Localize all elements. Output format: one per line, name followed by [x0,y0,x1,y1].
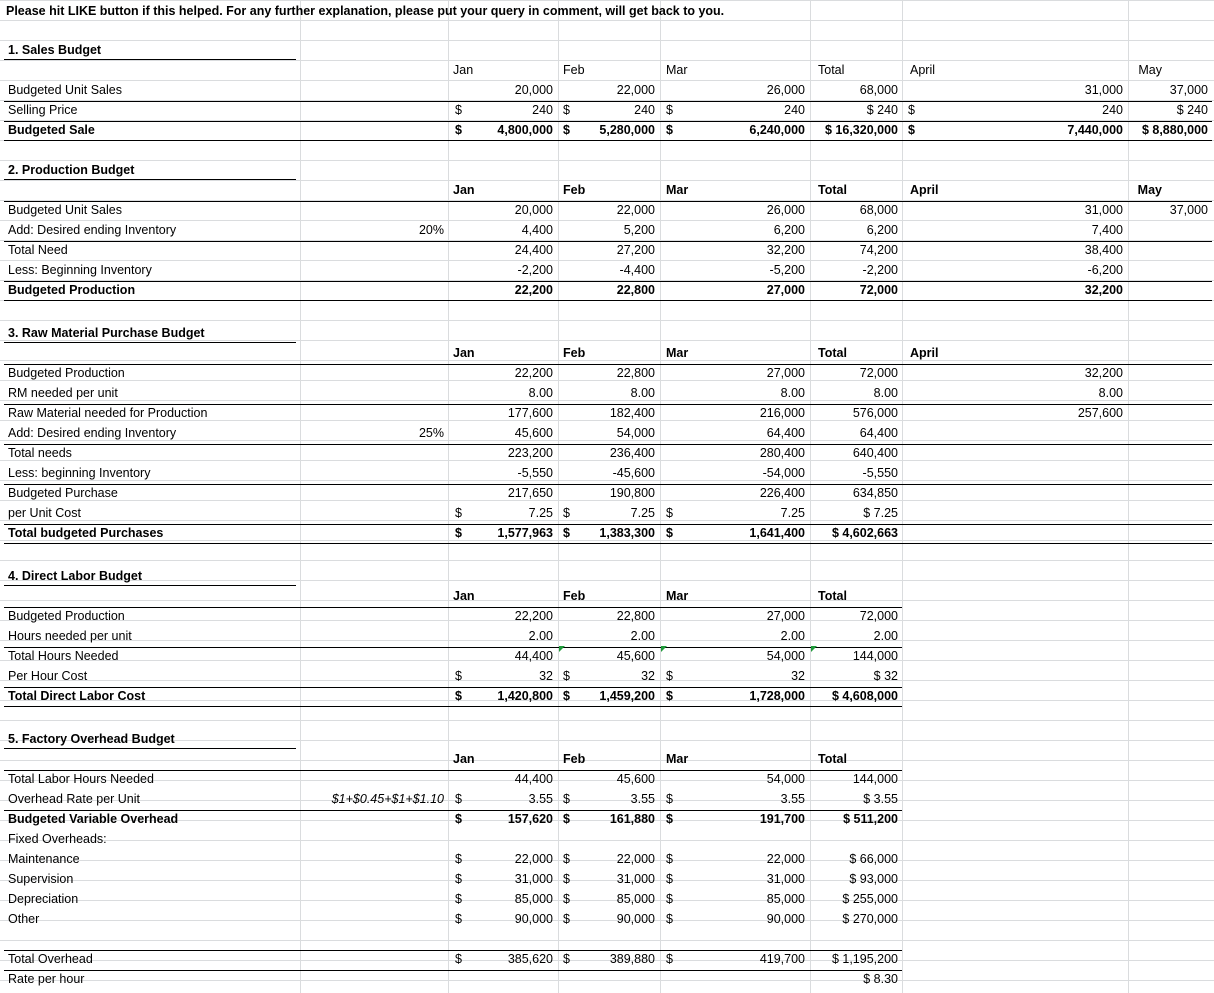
currency-symbol: $ [455,123,462,137]
value-cell[interactable]: 236,400 [609,446,655,460]
value-cell[interactable]: 3.55 [630,792,655,806]
value-cell[interactable]: 32,200 [766,243,805,257]
month-header[interactable]: Jan [453,346,475,360]
value-cell[interactable]: -5,550 [517,466,553,480]
row-label[interactable]: Other [8,912,40,926]
gridline-vertical [902,0,903,993]
value-cell[interactable]: 8.00 [780,386,805,400]
currency-symbol: $ [455,892,462,906]
value-cell[interactable]: 64,400 [766,426,805,440]
value-cell[interactable]: 240 [532,103,553,117]
error-indicator-icon [811,646,817,652]
value-cell[interactable]: 8.00 [528,386,553,400]
value-cell[interactable]: 31,000 [1084,83,1123,97]
month-header[interactable]: Total [818,183,847,197]
month-header[interactable]: Feb [563,183,586,197]
value-cell[interactable]: 27,000 [766,366,805,380]
row-label[interactable]: Total Overhead [8,952,93,966]
value-cell[interactable]: $ 93,000 [849,872,898,886]
value-cell[interactable]: 144,000 [852,772,898,786]
value-cell[interactable]: 240 [1102,103,1123,117]
row-label[interactable]: Budgeted Variable Overhead [8,812,179,826]
currency-symbol: $ [455,506,462,520]
gridline-horizontal [0,560,1214,561]
value-cell[interactable]: $ 240 [1176,103,1208,117]
currency-symbol: $ [908,103,915,117]
row-label[interactable]: per Unit Cost [8,506,81,520]
gridline-horizontal [0,580,1214,581]
title-underline [4,748,296,749]
value-cell[interactable]: -5,200 [769,263,805,277]
row-label[interactable]: Budgeted Production [8,366,125,380]
currency-symbol: $ [666,792,673,806]
currency-symbol: $ [666,812,673,826]
row-label[interactable]: Depreciation [8,892,79,906]
rate-cell[interactable]: 20% [418,223,444,237]
gridline-horizontal [0,740,1214,741]
currency-symbol: $ [563,669,570,683]
value-cell[interactable]: 4,800,000 [497,123,553,137]
value-cell[interactable]: 22,000 [616,852,655,866]
value-cell[interactable]: $ 255,000 [842,892,898,906]
value-cell[interactable]: 68,000 [859,83,898,97]
value-cell[interactable]: 85,000 [514,892,553,906]
month-header[interactable]: Jan [453,183,475,197]
value-cell[interactable]: 1,383,300 [599,526,655,540]
gridline-horizontal [0,940,1214,941]
title-underline [4,585,296,586]
value-cell[interactable]: 144,000 [852,649,898,663]
value-cell[interactable]: -5,550 [862,466,898,480]
header-note[interactable]: Please hit LIKE button if this helped. For any further explanation, please put your query in comment, will get back to you. [6,4,725,18]
value-cell[interactable]: 22,000 [766,852,805,866]
row-label[interactable]: Budgeted Production [8,283,136,297]
value-cell[interactable]: $ 1,195,200 [831,952,898,966]
currency-symbol: $ [563,812,570,826]
currency-symbol: $ [563,792,570,806]
currency-symbol: $ [455,812,462,826]
value-cell[interactable]: 8.00 [873,386,898,400]
row-label[interactable]: Total Need [8,243,68,257]
currency-symbol: $ [666,892,673,906]
currency-symbol: $ [563,506,570,520]
currency-symbol: $ [666,123,673,137]
value-cell[interactable]: 6,240,000 [749,123,805,137]
value-cell[interactable]: 32 [791,669,805,683]
value-cell[interactable]: 26,000 [766,203,805,217]
value-cell[interactable]: $ 8.30 [863,972,898,986]
value-cell[interactable]: 7.25 [630,506,655,520]
row-label[interactable]: Supervision [8,872,74,886]
value-cell[interactable]: 54,000 [766,772,805,786]
gridline-vertical [1128,0,1129,993]
value-cell[interactable]: 6,200 [773,223,805,237]
row-label[interactable]: Overhead Rate per Unit [8,792,141,806]
currency-symbol: $ [455,912,462,926]
value-cell[interactable]: 240 [634,103,655,117]
value-cell[interactable]: -54,000 [762,466,805,480]
currency-symbol: $ [563,123,570,137]
value-cell[interactable]: 27,000 [766,609,805,623]
month-header[interactable]: Total [818,589,847,603]
value-cell[interactable]: 7.25 [780,506,805,520]
value-cell[interactable]: 85,000 [616,892,655,906]
error-indicator-icon [661,646,667,652]
value-cell[interactable]: 22,200 [514,366,553,380]
value-cell[interactable]: 31,000 [766,872,805,886]
row-border [4,140,1212,141]
gridline-horizontal [0,720,1214,721]
rate-cell[interactable]: $1+$0.45+$1+$1.10 [331,792,444,806]
value-cell[interactable]: 217,650 [507,486,553,500]
value-cell[interactable]: 38,400 [1084,243,1123,257]
value-cell[interactable]: 22,000 [616,203,655,217]
month-header[interactable]: Mar [666,589,689,603]
value-cell[interactable]: 161,880 [609,812,655,826]
month-header[interactable]: Jan [453,752,475,766]
row-label[interactable]: Total budgeted Purchases [8,526,164,540]
row-label[interactable]: Rate per hour [8,972,85,986]
value-cell[interactable]: 44,400 [514,772,553,786]
value-cell[interactable]: 634,850 [852,486,898,500]
month-header[interactable]: April [910,346,939,360]
value-cell[interactable]: 32,200 [1084,283,1123,297]
section-title[interactable]: 5. Factory Overhead Budget [8,732,175,746]
value-cell[interactable]: 31,000 [514,872,553,886]
value-cell[interactable]: 7.25 [528,506,553,520]
gridline-horizontal [0,760,1214,761]
value-cell[interactable]: 20,000 [514,83,553,97]
currency-symbol: $ [666,103,673,117]
month-header[interactable]: Jan [453,63,474,77]
row-label[interactable]: Total Hours Needed [8,649,119,663]
row-label[interactable]: Budgeted Production [8,609,125,623]
value-cell[interactable]: 72,000 [859,283,898,297]
gridline-horizontal [0,600,1214,601]
value-cell[interactable]: 90,000 [514,912,553,926]
month-header[interactable]: Total [818,63,845,77]
row-label[interactable]: Raw Material needed for Production [8,406,208,420]
value-cell[interactable]: $ 3.55 [863,792,898,806]
value-cell[interactable]: -2,200 [517,263,553,277]
section-title[interactable]: 4. Direct Labor Budget [8,569,143,583]
month-header[interactable]: Mar [666,183,689,197]
value-cell[interactable]: -2,200 [862,263,898,277]
value-cell[interactable]: 1,420,800 [497,689,553,703]
gridline-horizontal [0,20,1214,21]
value-cell[interactable]: 22,200 [514,609,553,623]
value-cell[interactable]: 20,000 [514,203,553,217]
currency-symbol: $ [455,852,462,866]
value-cell[interactable]: 72,000 [859,609,898,623]
currency-symbol: $ [666,852,673,866]
value-cell[interactable]: 54,000 [616,426,655,440]
value-cell[interactable]: $ 32 [873,669,898,683]
row-label[interactable]: Less: beginning Inventory [8,466,151,480]
value-cell[interactable]: -4,400 [619,263,655,277]
month-header[interactable]: Mar [666,752,689,766]
currency-symbol: $ [455,103,462,117]
value-cell[interactable]: $ 270,000 [842,912,898,926]
value-cell[interactable]: $ 7.25 [863,506,898,520]
currency-symbol: $ [563,952,570,966]
rate-cell[interactable]: 25% [418,426,444,440]
value-cell[interactable]: 226,400 [759,486,805,500]
value-cell[interactable]: $ 4,608,000 [831,689,898,703]
error-indicator-icon [559,646,565,652]
currency-symbol: $ [563,526,570,540]
month-header[interactable]: Feb [563,63,585,77]
month-header[interactable]: Feb [563,346,586,360]
currency-symbol: $ [563,912,570,926]
gridline-horizontal [0,980,1214,981]
row-label[interactable]: RM needed per unit [8,386,118,400]
value-cell[interactable]: 85,000 [766,892,805,906]
currency-symbol: $ [563,852,570,866]
month-header[interactable]: Total [818,752,847,766]
value-cell[interactable]: 32 [539,669,553,683]
value-cell[interactable]: 389,880 [609,952,655,966]
value-cell[interactable]: 32,200 [1084,366,1123,380]
currency-symbol: $ [455,872,462,886]
section-title[interactable]: 1. Sales Budget [8,43,102,57]
row-label[interactable]: Budgeted Unit Sales [8,83,122,97]
value-cell[interactable]: 177,600 [507,406,553,420]
month-header[interactable]: April [910,63,936,77]
value-cell[interactable]: -6,200 [1087,263,1123,277]
month-header[interactable]: Total [818,346,847,360]
value-cell[interactable]: $ 4,602,663 [831,526,898,540]
value-cell[interactable]: 32 [641,669,655,683]
currency-symbol: $ [666,689,673,703]
currency-symbol: $ [455,689,462,703]
currency-symbol: $ [563,872,570,886]
currency-symbol: $ [455,526,462,540]
month-header[interactable]: April [910,183,939,197]
row-border [4,300,1212,301]
value-cell[interactable]: 257,600 [1077,406,1123,420]
value-cell[interactable]: $ 66,000 [849,852,898,866]
currency-symbol: $ [563,103,570,117]
value-cell[interactable]: 1,641,400 [749,526,805,540]
value-cell[interactable]: 640,400 [852,446,898,460]
value-cell[interactable]: 27,000 [766,283,805,297]
row-label[interactable]: Budgeted Unit Sales [8,203,122,217]
value-cell[interactable]: 24,400 [514,243,553,257]
row-label[interactable]: Less: Beginning Inventory [8,263,152,277]
currency-symbol: $ [666,669,673,683]
gridline-horizontal [0,40,1214,41]
value-cell[interactable]: 385,620 [507,952,553,966]
value-cell[interactable]: 5,200 [623,223,655,237]
value-cell[interactable]: 68,000 [859,203,898,217]
row-label[interactable]: Selling Price [8,103,78,117]
value-cell[interactable]: 2.00 [528,629,553,643]
row-label[interactable]: Add: Desired ending Inventory [8,426,177,440]
row-border [4,706,902,707]
value-cell[interactable]: 191,700 [759,812,805,826]
value-cell[interactable]: 182,400 [609,406,655,420]
currency-symbol: $ [666,526,673,540]
value-cell[interactable]: 22,200 [514,283,553,297]
month-header[interactable]: Mar [666,346,689,360]
currency-symbol: $ [908,123,915,137]
currency-symbol: $ [563,689,570,703]
value-cell[interactable]: 5,280,000 [599,123,655,137]
value-cell[interactable]: 22,800 [616,366,655,380]
value-cell[interactable]: 22,000 [616,83,655,97]
section-title[interactable]: 3. Raw Material Purchase Budget [8,326,205,340]
value-cell[interactable]: 72,000 [859,366,898,380]
currency-symbol: $ [666,912,673,926]
value-cell[interactable]: $ 16,320,000 [825,123,898,137]
value-cell[interactable]: 2.00 [780,629,805,643]
value-cell[interactable]: $ 511,200 [843,812,898,826]
value-cell[interactable]: 31,000 [1084,203,1123,217]
currency-symbol: $ [666,952,673,966]
row-label[interactable]: Per Hour Cost [8,669,88,683]
value-cell[interactable]: 157,620 [507,812,553,826]
value-cell[interactable]: 22,800 [616,609,655,623]
title-underline [4,59,296,60]
row-label[interactable]: Maintenance [8,852,80,866]
value-cell[interactable]: 1,577,963 [497,526,553,540]
value-cell[interactable]: 576,000 [852,406,898,420]
gridline-horizontal [0,840,1214,841]
month-header[interactable]: Feb [563,589,586,603]
value-cell[interactable]: 90,000 [766,912,805,926]
value-cell[interactable]: 74,200 [859,243,898,257]
month-header[interactable]: Feb [563,752,586,766]
month-header[interactable]: Jan [453,589,475,603]
value-cell[interactable]: $ 8,880,000 [1141,123,1208,137]
value-cell[interactable]: 2.00 [630,629,655,643]
value-cell[interactable]: 4,400 [521,223,553,237]
value-cell[interactable]: 2.00 [873,629,898,643]
gridline-vertical [300,0,301,993]
row-label[interactable]: Fixed Overheads: [8,832,107,846]
value-cell[interactable]: 45,600 [616,772,655,786]
currency-symbol: $ [455,669,462,683]
value-cell[interactable]: 216,000 [759,406,805,420]
title-underline [4,342,296,343]
row-label[interactable]: Add: Desired ending Inventory [8,223,177,237]
currency-symbol: $ [666,506,673,520]
section-title[interactable]: 2. Production Budget [8,163,135,177]
value-cell[interactable]: 3.55 [528,792,553,806]
value-cell[interactable]: 280,400 [759,446,805,460]
value-cell[interactable]: 45,600 [616,649,655,663]
value-cell[interactable]: 54,000 [766,649,805,663]
value-cell[interactable]: 27,200 [616,243,655,257]
title-underline [4,179,296,180]
gridline-horizontal [0,320,1214,321]
value-cell[interactable]: 31,000 [616,872,655,886]
value-cell[interactable]: 7,440,000 [1067,123,1123,137]
row-label[interactable]: Budgeted Purchase [8,486,118,500]
value-cell[interactable]: 240 [784,103,805,117]
value-cell[interactable]: 22,000 [514,852,553,866]
value-cell[interactable]: 64,400 [859,426,898,440]
gridline-horizontal [0,60,1214,61]
currency-symbol: $ [563,892,570,906]
value-cell[interactable]: 6,200 [866,223,898,237]
value-cell[interactable]: -45,600 [612,466,655,480]
value-cell[interactable]: 1,459,200 [599,689,655,703]
value-cell[interactable]: 223,200 [507,446,553,460]
value-cell[interactable]: 90,000 [616,912,655,926]
gridline-horizontal [0,160,1214,161]
row-label[interactable]: Total needs [8,446,72,460]
currency-symbol: $ [455,792,462,806]
gridline-vertical [660,0,661,993]
value-cell[interactable]: 8.00 [630,386,655,400]
value-cell[interactable]: 26,000 [766,83,805,97]
value-cell[interactable]: 44,400 [514,649,553,663]
month-header[interactable]: May [1138,63,1162,77]
value-cell[interactable]: 419,700 [759,952,805,966]
value-cell[interactable]: 190,800 [609,486,655,500]
value-cell[interactable]: $ 240 [866,103,898,117]
value-cell[interactable]: 45,600 [514,426,553,440]
value-cell[interactable]: 37,000 [1169,203,1208,217]
value-cell[interactable]: 1,728,000 [749,689,805,703]
month-header[interactable]: May [1137,183,1162,197]
value-cell[interactable]: 22,800 [616,283,655,297]
month-header[interactable]: Mar [666,63,688,77]
value-cell[interactable]: 8.00 [1098,386,1123,400]
row-border [4,543,1212,544]
value-cell[interactable]: 37,000 [1169,83,1208,97]
gridline-horizontal [0,180,1214,181]
gridline-horizontal [0,0,1214,1]
gridline-horizontal [0,360,1214,361]
row-label[interactable]: Hours needed per unit [8,629,132,643]
value-cell[interactable]: 7,400 [1091,223,1123,237]
currency-symbol: $ [666,872,673,886]
row-label[interactable]: Budgeted Sale [8,123,95,137]
row-label[interactable]: Total Direct Labor Cost [8,689,146,703]
row-label[interactable]: Total Labor Hours Needed [8,772,154,786]
value-cell[interactable]: 3.55 [780,792,805,806]
currency-symbol: $ [455,952,462,966]
